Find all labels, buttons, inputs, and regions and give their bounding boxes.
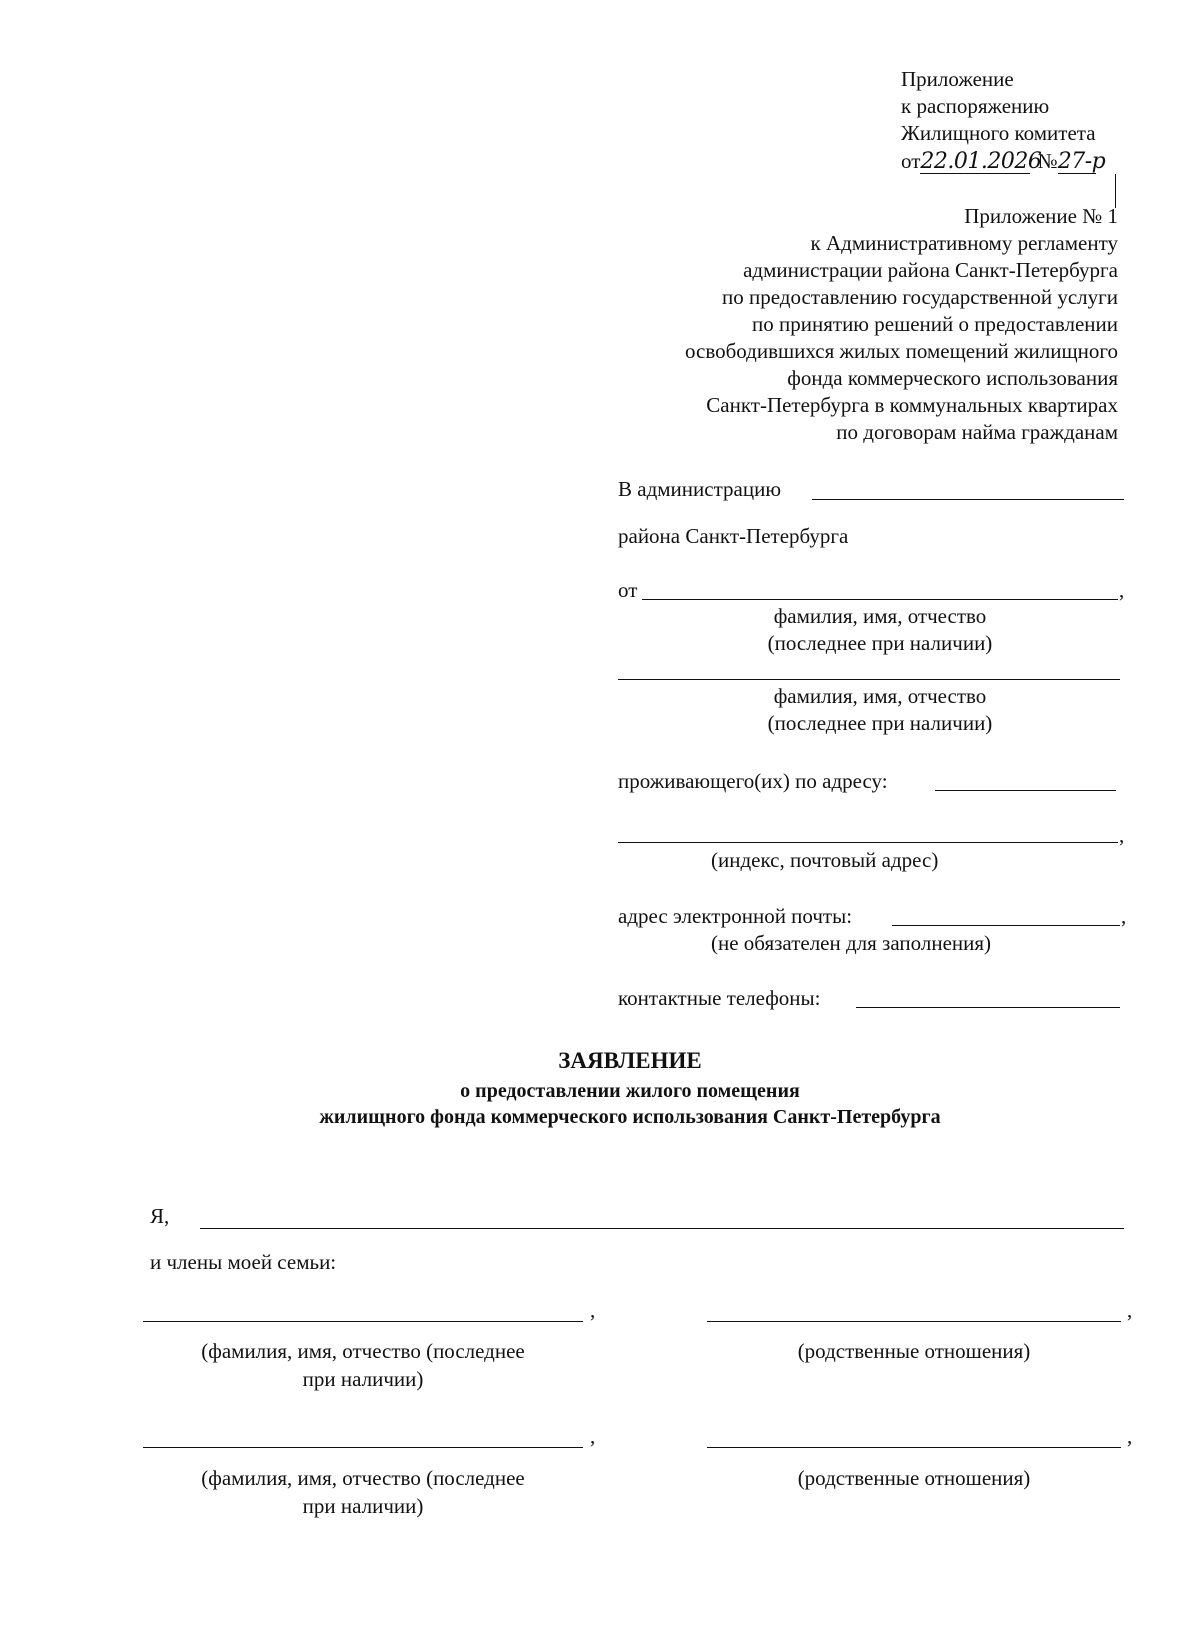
family-relation-hint-1: (родственные отношения) bbox=[797, 1339, 1031, 1363]
date-prefix: от bbox=[901, 149, 921, 173]
statement-subtitle-1: о предоставлении жилого помещения bbox=[460, 1080, 800, 1102]
annex-line-6: фонда коммерческого использования bbox=[787, 366, 1118, 390]
family-fio-line-2[interactable] bbox=[143, 1447, 583, 1448]
order-date-handwritten: 22.01.2026 bbox=[920, 149, 1042, 174]
family-relation-hint-2: (родственные отношения) bbox=[797, 1466, 1031, 1490]
email-field-line[interactable] bbox=[892, 925, 1120, 926]
comma-4: , bbox=[590, 1298, 596, 1322]
phone-field-line[interactable] bbox=[856, 1007, 1120, 1008]
email-label: адрес электронной почты: bbox=[618, 904, 853, 928]
district-label: района Санкт-Петербурга bbox=[618, 524, 849, 548]
comma-7: , bbox=[1127, 1424, 1133, 1448]
comma-3: , bbox=[1121, 904, 1127, 928]
annex-line-3: по предоставлению государственной услуги bbox=[722, 285, 1118, 309]
address-hint: (индекс, почтовый адрес) bbox=[711, 848, 939, 872]
annex-line-5: освободившихся жилых помещений жилищного bbox=[684, 339, 1118, 363]
address-field-line-2[interactable] bbox=[618, 842, 1118, 843]
address-label: проживающего(их) по адресу: bbox=[618, 769, 888, 793]
fio-hint-1a: фамилия, имя, отчество bbox=[773, 604, 987, 628]
family-relation-line-1[interactable] bbox=[707, 1321, 1121, 1322]
family-label: и члены моей семьи: bbox=[150, 1250, 337, 1274]
order-date-line bbox=[901, 148, 1106, 175]
number-prefix: № bbox=[1037, 149, 1058, 173]
statement-subtitle-2: жилищного фонда коммерческого использования Санкт-Петербурга bbox=[319, 1106, 941, 1128]
annex-line-2: администрации района Санкт-Петербурга bbox=[743, 258, 1118, 282]
fio-hint-2b: (последнее при наличии) bbox=[767, 711, 993, 735]
order-annex-to: к распоряжению bbox=[901, 94, 1050, 118]
applicant-name-line[interactable] bbox=[200, 1228, 1124, 1229]
annex-title: Приложение № 1 bbox=[964, 204, 1118, 228]
phone-label: контактные телефоны: bbox=[618, 986, 821, 1010]
order-number-handwritten: 27-р bbox=[1057, 149, 1106, 174]
comma-6: , bbox=[590, 1424, 596, 1448]
statement-title: ЗАЯВЛЕНИЕ bbox=[558, 1048, 702, 1073]
annex-line-4: по принятию решений о предоставлении bbox=[752, 312, 1118, 336]
family-fio-line-1[interactable] bbox=[143, 1321, 583, 1322]
annex-line-8: по договорам найма гражданам bbox=[836, 420, 1118, 444]
to-administration-label: В администрацию bbox=[618, 477, 782, 501]
comma-2: , bbox=[1119, 823, 1125, 847]
fio-hint-1b: (последнее при наличии) bbox=[767, 631, 993, 655]
i-label: Я, bbox=[150, 1204, 170, 1228]
annex-line-7: Санкт-Петербурга в коммунальных квартирах bbox=[706, 393, 1118, 417]
family-fio-hint-2b: при наличии) bbox=[302, 1494, 424, 1518]
fio-hint-2a: фамилия, имя, отчество bbox=[773, 684, 987, 708]
family-fio-hint-1a: (фамилия, имя, отчество (последнее bbox=[201, 1339, 525, 1363]
comma-1: , bbox=[1119, 578, 1125, 602]
email-hint: (не обязателен для заполнения) bbox=[711, 931, 992, 955]
applicant-fio-line-1[interactable] bbox=[642, 599, 1118, 600]
address-field-line-1[interactable] bbox=[935, 790, 1116, 791]
comma-5: , bbox=[1127, 1298, 1133, 1322]
family-relation-line-2[interactable] bbox=[707, 1447, 1121, 1448]
from-label: от bbox=[618, 578, 638, 602]
family-fio-hint-1b: при наличии) bbox=[302, 1367, 424, 1391]
order-annex-label: Приложение bbox=[901, 67, 1014, 91]
order-committee: Жилищного комитета bbox=[901, 121, 1096, 145]
family-fio-hint-2a: (фамилия, имя, отчество (последнее bbox=[201, 1466, 525, 1490]
applicant-fio-line-2[interactable] bbox=[618, 679, 1120, 680]
annex-line-1: к Административному регламенту bbox=[810, 231, 1118, 255]
administration-field-line[interactable] bbox=[812, 499, 1124, 500]
